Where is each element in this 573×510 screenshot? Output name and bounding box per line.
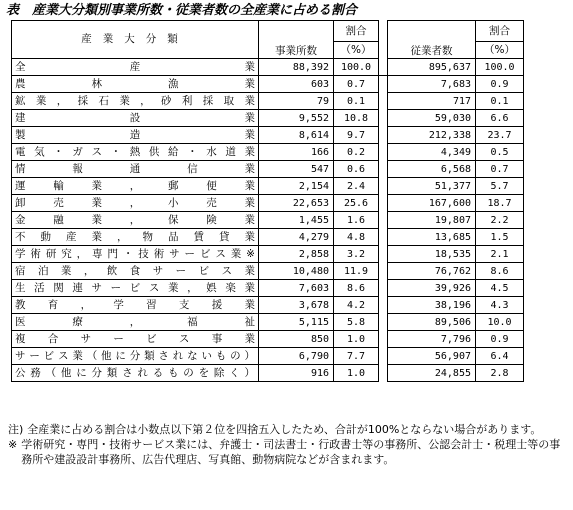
employees-share-value: 6.6 xyxy=(476,110,524,127)
table-row xyxy=(12,212,524,229)
establishments-share-value: 0.1 xyxy=(334,93,379,110)
employees-value: 89,506 xyxy=(388,314,476,331)
employees-share-value: 2.1 xyxy=(476,246,524,263)
establishments-value: 79 xyxy=(259,93,334,110)
establishments-value: 1,455 xyxy=(259,212,334,229)
establishments-share-value: 2.4 xyxy=(334,178,379,195)
establishments-share-value: 7.7 xyxy=(334,348,379,365)
table-row xyxy=(12,110,524,127)
employees-share-value: 2.8 xyxy=(476,365,524,382)
establishments-share-value: 4.2 xyxy=(334,297,379,314)
industry-name: 電気・ガス・熱供給・水道業 xyxy=(12,144,259,161)
column-gap xyxy=(379,297,388,314)
table-body xyxy=(12,59,524,382)
employees-share-value: 1.5 xyxy=(476,229,524,246)
establishments-share-value: 8.6 xyxy=(334,280,379,297)
column-gap xyxy=(379,21,388,59)
employees-value: 51,377 xyxy=(388,178,476,195)
table-row xyxy=(12,229,524,246)
employees-share-value: 0.7 xyxy=(476,161,524,178)
footnotes xyxy=(8,422,568,467)
header-employees: 従業者数 xyxy=(388,21,476,59)
header-category: 産業大分類 xyxy=(12,21,259,59)
industry-name: 教育，学習支援業 xyxy=(12,297,259,314)
employees-share-value: 0.5 xyxy=(476,144,524,161)
table-row xyxy=(12,178,524,195)
establishments-share-value: 11.9 xyxy=(334,263,379,280)
employees-share-value: 100.0 xyxy=(476,59,524,76)
column-gap xyxy=(379,195,388,212)
column-gap xyxy=(379,229,388,246)
table-row xyxy=(12,331,524,348)
establishments-share-value: 1.0 xyxy=(334,331,379,348)
header-est-share: 割合 xyxy=(334,21,379,42)
employees-share-value: 18.7 xyxy=(476,195,524,212)
employees-value: 18,535 xyxy=(388,246,476,263)
employees-share-value: 23.7 xyxy=(476,127,524,144)
establishments-value: 9,552 xyxy=(259,110,334,127)
column-gap xyxy=(379,314,388,331)
industry-name: 全産業 xyxy=(12,59,259,76)
industry-name: 鉱業，採石業，砂利採取業 xyxy=(12,93,259,110)
column-gap xyxy=(379,93,388,110)
employees-value: 38,196 xyxy=(388,297,476,314)
employees-value: 4,349 xyxy=(388,144,476,161)
footnote xyxy=(8,422,568,437)
employees-share-value: 4.3 xyxy=(476,297,524,314)
industry-name: 生活関連サービス業，娯楽業 xyxy=(12,280,259,297)
table-row xyxy=(12,93,524,110)
column-gap xyxy=(379,178,388,195)
establishments-share-value: 10.8 xyxy=(334,110,379,127)
establishments-value: 4,279 xyxy=(259,229,334,246)
employees-value: 24,855 xyxy=(388,365,476,382)
establishments-share-value: 1.0 xyxy=(334,365,379,382)
establishments-value: 10,480 xyxy=(259,263,334,280)
establishments-value: 850 xyxy=(259,331,334,348)
employees-value: 6,568 xyxy=(388,161,476,178)
employees-share-value: 0.1 xyxy=(476,93,524,110)
establishments-value: 2,858 xyxy=(259,246,334,263)
table-row xyxy=(12,348,524,365)
header-emp-share-unit: （%） xyxy=(476,42,524,59)
industry-name: 学術研究，専門・技術サービス業※ xyxy=(12,246,259,263)
establishments-share-value: 1.6 xyxy=(334,212,379,229)
column-gap xyxy=(379,76,388,93)
industry-name: サービス業（他に分類されないもの） xyxy=(12,348,259,365)
column-gap xyxy=(379,348,388,365)
establishments-value: 7,603 xyxy=(259,280,334,297)
employees-share-value: 2.2 xyxy=(476,212,524,229)
footnote-mark: ※ xyxy=(8,438,18,451)
industry-name: 医療，福祉 xyxy=(12,314,259,331)
employees-value: 13,685 xyxy=(388,229,476,246)
employees-value: 19,807 xyxy=(388,212,476,229)
table-row xyxy=(12,246,524,263)
establishments-value: 166 xyxy=(259,144,334,161)
industry-name: 複合サービス事業 xyxy=(12,331,259,348)
employees-value: 167,600 xyxy=(388,195,476,212)
employees-share-value: 8.6 xyxy=(476,263,524,280)
column-gap xyxy=(379,161,388,178)
industry-name: 建設業 xyxy=(12,110,259,127)
column-gap xyxy=(379,263,388,280)
table-title: 表 産業大分類別事業所数・従業者数の全産業に占める割合 xyxy=(6,3,358,18)
establishments-value: 8,614 xyxy=(259,127,334,144)
establishments-value: 916 xyxy=(259,365,334,382)
header-est-share-unit: （%） xyxy=(334,42,379,59)
table-row xyxy=(12,195,524,212)
employees-share-value: 0.9 xyxy=(476,76,524,93)
establishments-share-value: 0.6 xyxy=(334,161,379,178)
establishments-share-value: 3.2 xyxy=(334,246,379,263)
employees-value: 76,762 xyxy=(388,263,476,280)
establishments-value: 5,115 xyxy=(259,314,334,331)
employees-value: 717 xyxy=(388,93,476,110)
industry-name: 金融業，保険業 xyxy=(12,212,259,229)
table-row xyxy=(12,161,524,178)
establishments-value: 88,392 xyxy=(259,59,334,76)
employees-share-value: 10.0 xyxy=(476,314,524,331)
establishments-value: 2,154 xyxy=(259,178,334,195)
employees-share-value: 5.7 xyxy=(476,178,524,195)
industry-name: 卸売業，小売業 xyxy=(12,195,259,212)
table-row xyxy=(12,263,524,280)
industry-statistics-table xyxy=(11,20,524,382)
establishments-share-value: 9.7 xyxy=(334,127,379,144)
column-gap xyxy=(379,246,388,263)
industry-name: 宿泊業，飲食サービス業 xyxy=(12,263,259,280)
employees-value: 39,926 xyxy=(388,280,476,297)
establishments-share-value: 0.2 xyxy=(334,144,379,161)
establishments-value: 6,790 xyxy=(259,348,334,365)
column-gap xyxy=(379,110,388,127)
table-row xyxy=(12,365,524,382)
table-row xyxy=(12,297,524,314)
employees-value: 895,637 xyxy=(388,59,476,76)
table-row xyxy=(12,76,524,93)
employees-value: 59,030 xyxy=(388,110,476,127)
footnote xyxy=(8,437,568,467)
establishments-share-value: 25.6 xyxy=(334,195,379,212)
table-row-total xyxy=(12,59,524,76)
footnote-text: 全産業に占める割合は小数点以下第２位を四捨五入したため、合計が100%とならない場合があります。 xyxy=(27,423,542,436)
table-row xyxy=(12,280,524,297)
establishments-share-value: 0.7 xyxy=(334,76,379,93)
industry-name: 運輸業，郵便業 xyxy=(12,178,259,195)
establishments-value: 3,678 xyxy=(259,297,334,314)
footnote-text: 学術研究・専門・技術サービス業には、弁護士・司法書士・行政書士等の事務所、公認会計士・税理士等の事務所や建設設計事務所、広告代理店、写真館、動物病院などが含まれます。 xyxy=(21,438,561,466)
establishments-value: 547 xyxy=(259,161,334,178)
table-row xyxy=(12,127,524,144)
column-gap xyxy=(379,144,388,161)
table-row xyxy=(12,144,524,161)
establishments-share-value: 4.8 xyxy=(334,229,379,246)
employees-value: 212,338 xyxy=(388,127,476,144)
footnote-mark: 注) xyxy=(8,423,24,436)
header-establishments: 事業所数 xyxy=(259,21,334,59)
column-gap xyxy=(379,365,388,382)
employees-value: 7,796 xyxy=(388,331,476,348)
industry-name: 公務（他に分類されるものを除く） xyxy=(12,365,259,382)
establishments-value: 22,653 xyxy=(259,195,334,212)
column-gap xyxy=(379,59,388,76)
industry-name: 情報通信業 xyxy=(12,161,259,178)
employees-share-value: 6.4 xyxy=(476,348,524,365)
industry-name: 不動産業，物品賃貸業 xyxy=(12,229,259,246)
establishments-value: 603 xyxy=(259,76,334,93)
header-emp-share: 割合 xyxy=(476,21,524,42)
table-header xyxy=(12,21,524,59)
industry-name: 製造業 xyxy=(12,127,259,144)
column-gap xyxy=(379,212,388,229)
column-gap xyxy=(379,280,388,297)
column-gap xyxy=(379,331,388,348)
employees-share-value: 0.9 xyxy=(476,331,524,348)
employees-value: 7,683 xyxy=(388,76,476,93)
employees-share-value: 4.5 xyxy=(476,280,524,297)
industry-name: 農林漁業 xyxy=(12,76,259,93)
employees-value: 56,907 xyxy=(388,348,476,365)
establishments-share-value: 5.8 xyxy=(334,314,379,331)
table-row xyxy=(12,314,524,331)
column-gap xyxy=(379,127,388,144)
establishments-share-value: 100.0 xyxy=(334,59,379,76)
